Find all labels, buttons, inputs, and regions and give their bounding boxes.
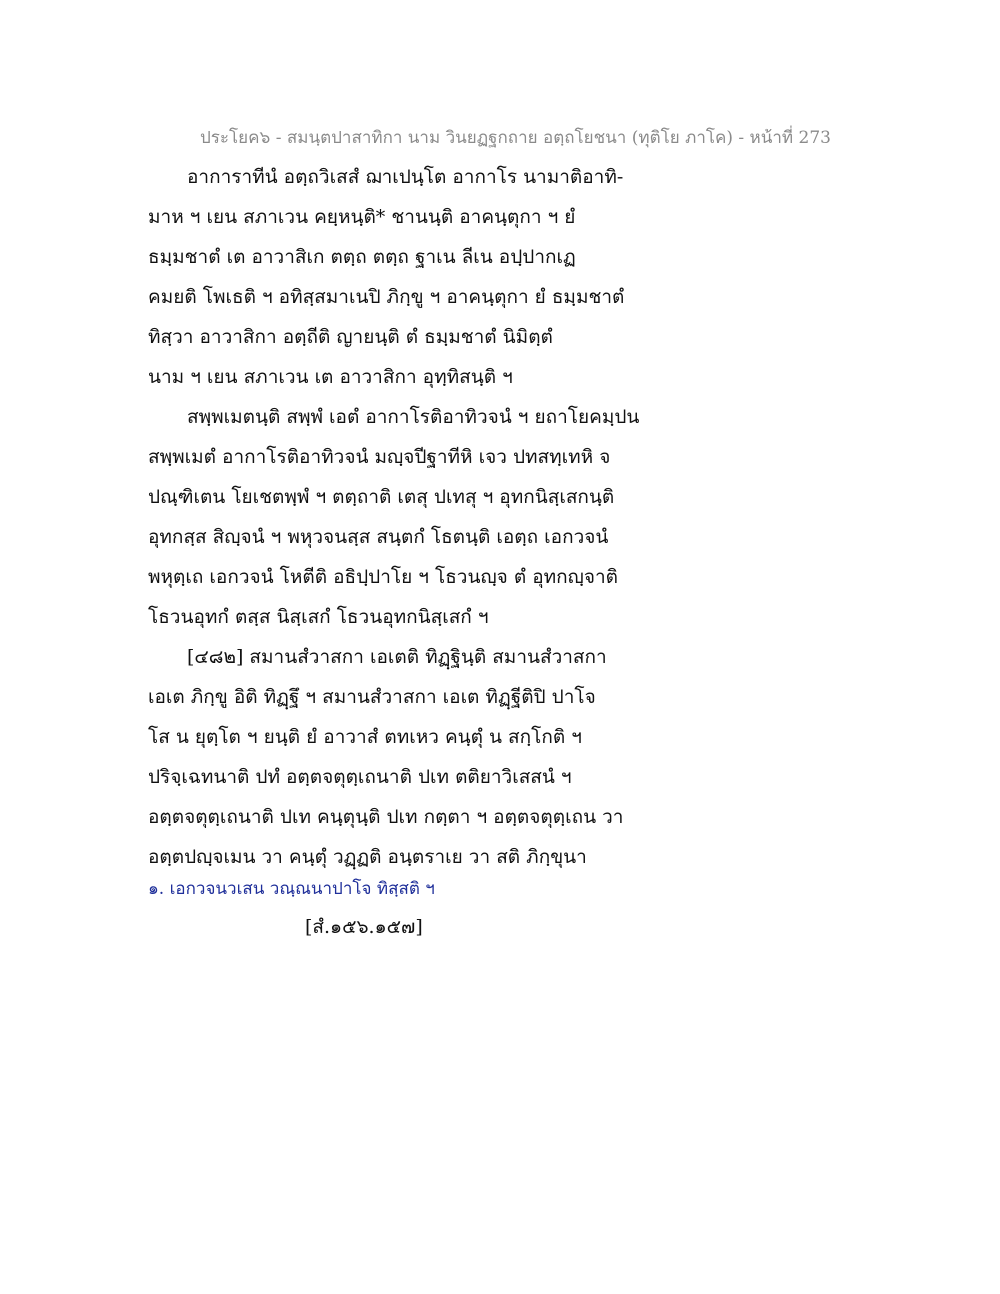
text-line: อตฺตปญฺจเมน วา คนฺตุํ วฏฺฏติ อนฺตราเย วา สติ ภิกฺขุนา (148, 846, 587, 868)
page-reference: [สํ.๑๕๖.๑๕๗] (305, 916, 423, 938)
footnote: ๑. เอกวจนวเสน วณฺณนาปาโจ ทิสฺสติ ฯ (148, 879, 435, 899)
text-line: ทิสฺวา อาวาสิกา อตฺถีติ ญายนฺติ ตํ ธมฺมชาตํ นิมิตฺตํ (148, 326, 553, 348)
text-line: สพฺพเมตํ อากาโรติอาทิวจนํ มญฺจปีฐาทีหิ เจว ปทสทฺเทหิ จ (148, 446, 611, 468)
text-line: ปณฺฑิเตน โยเชตพฺพํ ฯ ตตฺถาติ เตสุ ปเทสุ ฯ อุทกนิสฺเสกนฺติ (148, 486, 615, 508)
running-header: ประโยค๖ - สมนฺตปาสาทิกา นาม วินยฏฐกถาย อตฺถโยชนา (ทุติโย ภาโค) - หน้าที่ 273 (200, 128, 831, 148)
text-line: พหุตฺเถ เอกวจนํ โหตีติ อธิปฺปาโย ฯ โธวนญฺจ ตํ อุทกญฺจาติ (148, 566, 618, 588)
text-line: อุทกสฺส สิญฺจนํ ฯ พหุวจนสฺส สนฺตกํ โธตนฺติ เอตฺถ เอกวจนํ (148, 526, 609, 548)
text-line: มาห ฯ เยน สภาเวน คยฺหนฺติ* ชานนฺติ อาคนฺตุกา ฯ ยํ (148, 206, 576, 228)
text-line: อาการาทีนํ อตฺถวิเสสํ ฌาเปนฺโต อากาโร นามาติอาทิ- (187, 166, 624, 188)
text-line: อตฺตจตุตฺเถนาติ ปเท คนฺตุนฺติ ปเท กตฺตา ฯ อตฺตจตุตฺเถน วา (148, 806, 624, 828)
text-line: โธวนอุทกํ ตสฺส นิสฺเสกํ โธวนอุทกนิสฺเสกํ ฯ (148, 606, 489, 628)
text-line: คมยติ โพเธติ ฯ อทิสฺสมาเนปิ ภิกฺขู ฯ อาคนฺตุกา ยํ ธมฺมชาตํ (148, 286, 625, 308)
text-line: ปริจฺเฉทนาติ ปทํ อตฺตจตุตฺเถนาติ ปเท ตติยาวิเสสนํ ฯ (148, 766, 572, 788)
text-line: โส น ยุตฺโต ฯ ยนฺติ ยํ อาวาสํ ตทเหว คนฺตุํ น สกฺโกติ ฯ (148, 726, 582, 748)
text-line: ธมฺมชาตํ เต อาวาสิเก ตตฺถ ตตฺถ ฐาเน ลีเน อปฺปากเฏ (148, 246, 576, 268)
text-line: สพฺพเมตนฺติ สพฺพํ เอตํ อากาโรติอาทิวจนํ ฯ ยถาโยคมฺปน (187, 406, 640, 428)
text-line: [๔๘๒] สมานสํวาสกา เอเตติ ทิฏฺฐินฺติ สมานสํวาสกา (187, 646, 607, 668)
body-text (148, 157, 668, 877)
text-line: นาม ฯ เยน สภาเวน เต อาวาสิกา อุทฺทิสนฺติ ฯ (148, 366, 513, 388)
text-line: เอเต ภิกฺขู อิติ ทิฏฺฐึ ฯ สมานสํวาสกา เอเต ทิฏฺฐีติปิ ปาโจ (148, 686, 596, 708)
